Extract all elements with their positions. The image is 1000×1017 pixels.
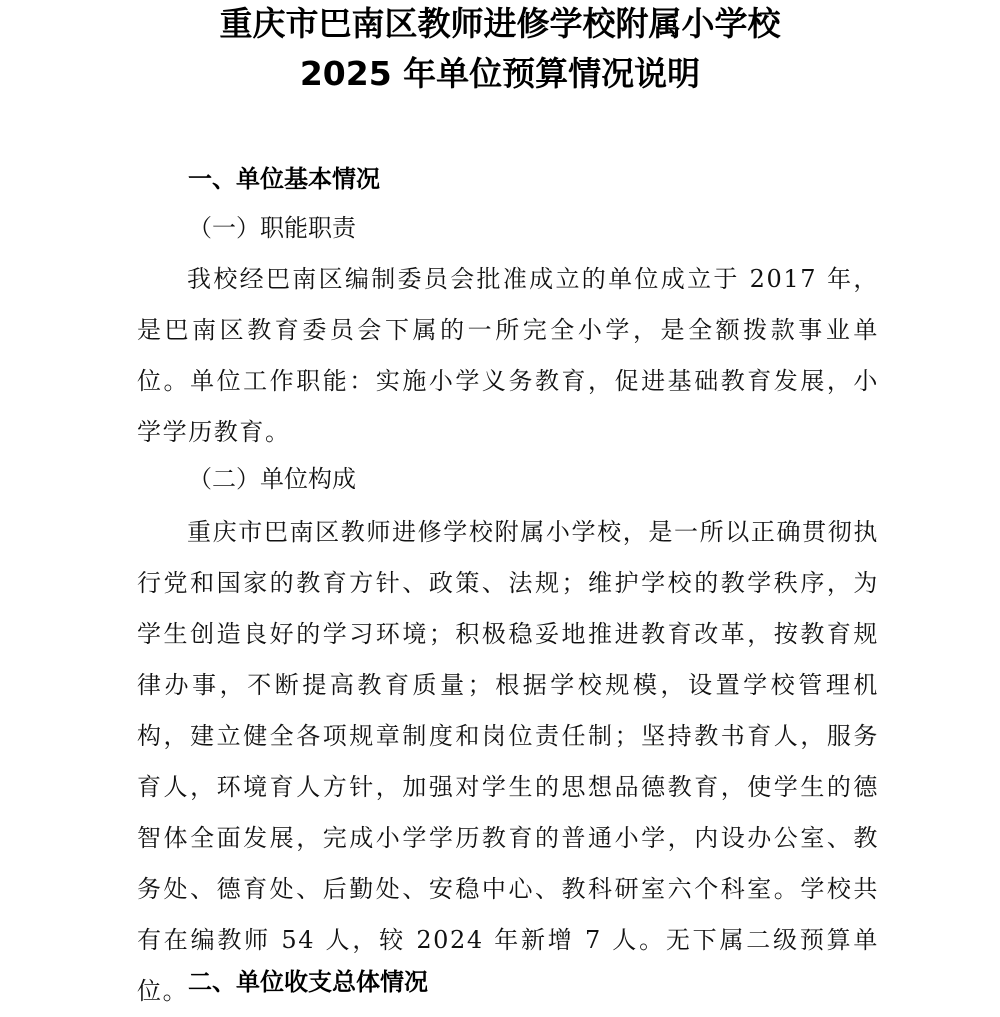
section1-subheading-duties: （一）职能职责 <box>188 214 356 242</box>
document-title-line1: 重庆市巴南区教师进修学校附属小学校 <box>219 4 781 43</box>
section1-subheading-composition: （二）单位构成 <box>188 465 356 493</box>
document-title-line2: 2025 年单位预算情况说明 <box>299 54 701 93</box>
section1-composition-paragraph: 重庆市巴南区教师进修学校附属小学校，是一所以正确贯彻执行党和国家的教育方针、政策、法规；维护学校的教学秩序，为学生创造良好的学习环境；积极稳妥地推进教育改革，按教育规律办事，不断提高教育质量；根据学校规模，设置学校管理机构，建立健全各项规章制度和岗位责任制；坚持教书育人，服务育人，环境育人方针，加强对学生的思想品德教育，使学生的德智体全面发展，完成小学学历教育的普通小学，内设办公室、教务处、德育处、后勤处、安稳中心、教科研室六个科室。学校共有在编教师 54 人，较 2024 年新增 7 人。无下属二级预算单位。 <box>137 518 879 1005</box>
section2-heading: 二、单位收支总体情况 <box>188 968 428 996</box>
section1-heading: 一、单位基本情况 <box>188 165 380 193</box>
section1-duties-paragraph: 我校经巴南区编制委员会批准成立的单位成立于 2017 年，是巴南区教育委员会下属的一所完全小学，是全额拨款事业单位。单位工作职能：实施小学义务教育，促进基础教育发展，小学学历教育。 <box>137 265 879 446</box>
